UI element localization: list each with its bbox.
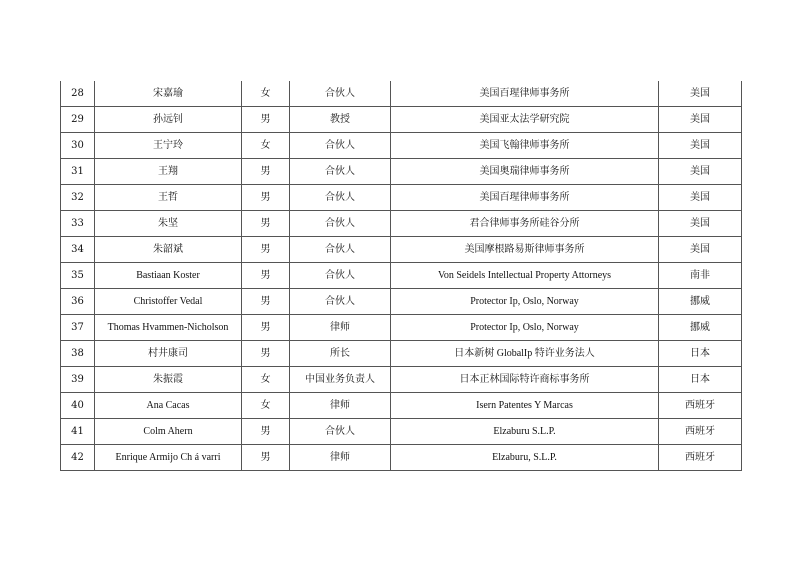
cell-country: 美国	[659, 159, 742, 185]
cell-title: 合伙人	[290, 81, 391, 107]
cell-name: 朱韶斌	[95, 237, 242, 263]
roster-table-body	[61, 81, 742, 471]
cell-country: 日本	[659, 341, 742, 367]
cell-title: 合伙人	[290, 237, 391, 263]
cell-number: 40	[61, 393, 95, 419]
cell-country: 西班牙	[659, 393, 742, 419]
cell-gender: 男	[242, 289, 290, 315]
cell-title: 律师	[290, 445, 391, 471]
cell-country: 美国	[659, 211, 742, 237]
cell-gender: 男	[242, 107, 290, 133]
cell-organization: 君合律师事务所硅谷分所	[391, 211, 659, 237]
cell-title: 中国业务负责人	[290, 367, 391, 393]
cell-organization: 美国飞翰律师事务所	[391, 133, 659, 159]
cell-title: 合伙人	[290, 419, 391, 445]
cell-country: 美国	[659, 185, 742, 211]
cell-gender: 男	[242, 315, 290, 341]
cell-gender: 男	[242, 211, 290, 237]
cell-number: 38	[61, 341, 95, 367]
table-row	[61, 237, 742, 263]
cell-name: 孙远钊	[95, 107, 242, 133]
cell-organization: Isern Patentes Y Marcas	[391, 393, 659, 419]
cell-title: 合伙人	[290, 263, 391, 289]
cell-name: 朱振霞	[95, 367, 242, 393]
cell-country: 美国	[659, 107, 742, 133]
cell-number: 37	[61, 315, 95, 341]
table-row	[61, 367, 742, 393]
cell-organization: Protector Ip, Oslo, Norway	[391, 289, 659, 315]
table-row	[61, 107, 742, 133]
cell-name: Ana Cacas	[95, 393, 242, 419]
cell-gender: 女	[242, 367, 290, 393]
cell-name: Thomas Hvammen-Nicholson	[95, 315, 242, 341]
cell-name: 王宁玲	[95, 133, 242, 159]
cell-country: 日本	[659, 367, 742, 393]
cell-country: 美国	[659, 237, 742, 263]
cell-country: 南非	[659, 263, 742, 289]
cell-title: 合伙人	[290, 185, 391, 211]
cell-title: 教授	[290, 107, 391, 133]
cell-organization: 美国百瑆律师事务所	[391, 81, 659, 107]
cell-country: 挪威	[659, 315, 742, 341]
cell-gender: 男	[242, 185, 290, 211]
cell-title: 合伙人	[290, 211, 391, 237]
cell-organization: 美国奥瑞律师事务所	[391, 159, 659, 185]
table-row	[61, 133, 742, 159]
table-row	[61, 185, 742, 211]
cell-title: 合伙人	[290, 289, 391, 315]
cell-name: 村井康司	[95, 341, 242, 367]
cell-name: Bastiaan Koster	[95, 263, 242, 289]
table-row	[61, 341, 742, 367]
cell-gender: 女	[242, 133, 290, 159]
cell-gender: 男	[242, 341, 290, 367]
table-row	[61, 159, 742, 185]
roster-table	[60, 81, 742, 471]
table-row	[61, 393, 742, 419]
cell-name: Christoffer Vedal	[95, 289, 242, 315]
cell-title: 合伙人	[290, 159, 391, 185]
cell-name: 朱坚	[95, 211, 242, 237]
table-row	[61, 289, 742, 315]
cell-gender: 男	[242, 419, 290, 445]
table-row	[61, 419, 742, 445]
cell-number: 30	[61, 133, 95, 159]
table-row	[61, 81, 742, 107]
cell-number: 29	[61, 107, 95, 133]
cell-number: 28	[61, 81, 95, 107]
cell-organization: Elzaburu, S.L.P.	[391, 445, 659, 471]
cell-country: 美国	[659, 133, 742, 159]
cell-organization: Protector Ip, Oslo, Norway	[391, 315, 659, 341]
table-row	[61, 445, 742, 471]
cell-name: 王翔	[95, 159, 242, 185]
cell-number: 33	[61, 211, 95, 237]
cell-number: 36	[61, 289, 95, 315]
cell-name: Colm Ahern	[95, 419, 242, 445]
cell-number: 42	[61, 445, 95, 471]
cell-organization: Elzaburu S.L.P.	[391, 419, 659, 445]
cell-gender: 男	[242, 159, 290, 185]
cell-gender: 女	[242, 81, 290, 107]
cell-gender: 男	[242, 263, 290, 289]
cell-name: 宋嘉瑜	[95, 81, 242, 107]
cell-number: 35	[61, 263, 95, 289]
cell-title: 律师	[290, 393, 391, 419]
cell-country: 美国	[659, 81, 742, 107]
cell-organization: 美国亚太法学研究院	[391, 107, 659, 133]
table-row	[61, 315, 742, 341]
cell-number: 31	[61, 159, 95, 185]
table-row	[61, 211, 742, 237]
cell-number: 39	[61, 367, 95, 393]
cell-gender: 男	[242, 237, 290, 263]
cell-number: 41	[61, 419, 95, 445]
cell-organization: 日本新树 GlobalIp 特许业务法人	[391, 341, 659, 367]
cell-country: 挪威	[659, 289, 742, 315]
cell-gender: 男	[242, 445, 290, 471]
cell-number: 34	[61, 237, 95, 263]
cell-organization: 美国百瑆律师事务所	[391, 185, 659, 211]
cell-country: 西班牙	[659, 445, 742, 471]
cell-gender: 女	[242, 393, 290, 419]
cell-title: 所长	[290, 341, 391, 367]
cell-country: 西班牙	[659, 419, 742, 445]
cell-title: 合伙人	[290, 133, 391, 159]
table-row	[61, 263, 742, 289]
cell-name: Enrique Armijo Ch á varri	[95, 445, 242, 471]
cell-organization: 美国摩根路易斯律师事务所	[391, 237, 659, 263]
cell-name: 王哲	[95, 185, 242, 211]
cell-organization: Von Seidels Intellectual Property Attorneys	[391, 263, 659, 289]
cell-number: 32	[61, 185, 95, 211]
cell-title: 律师	[290, 315, 391, 341]
cell-organization: 日本正林国际特许商标事务所	[391, 367, 659, 393]
